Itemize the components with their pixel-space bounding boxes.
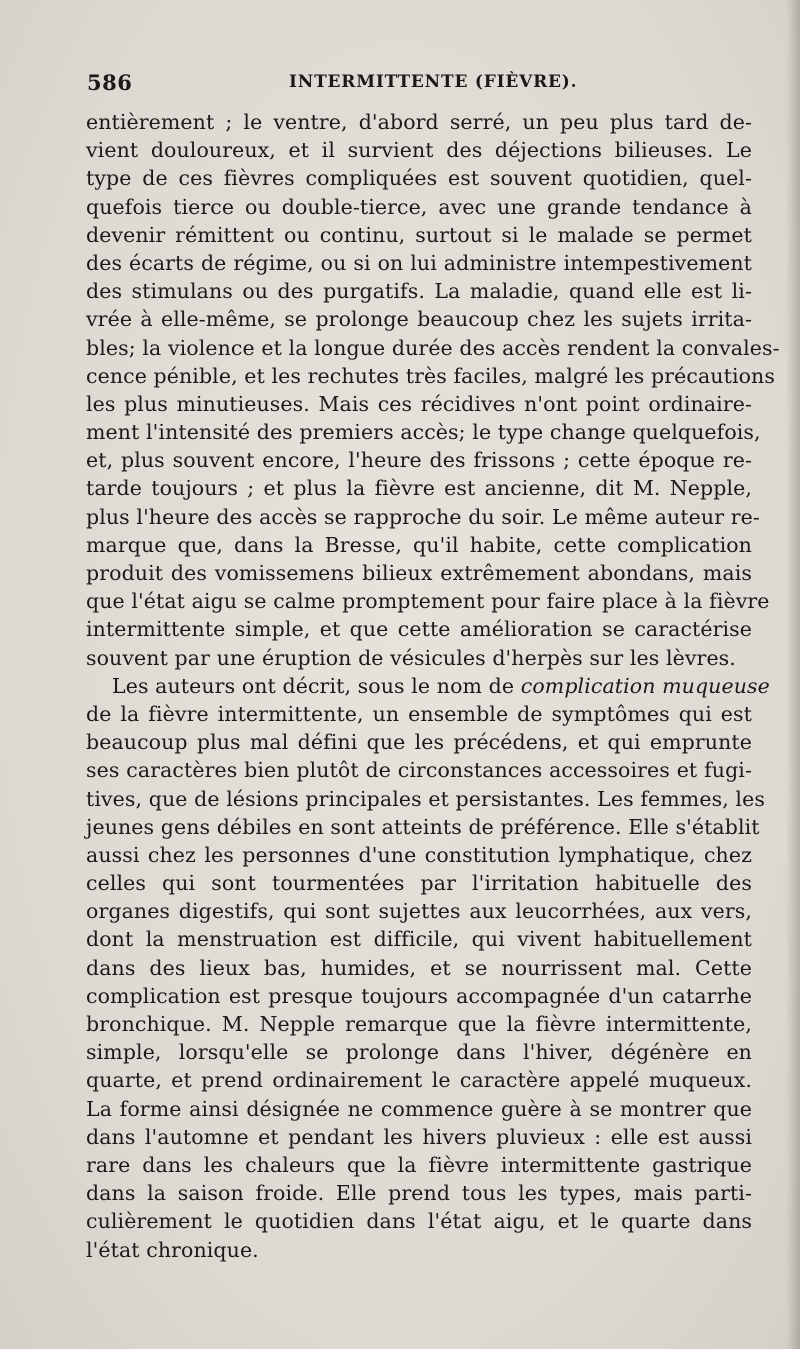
text-line: quefois tierce ou double-tierce, avec une grande tendance à	[86, 194, 752, 219]
text-line: intermittente simple, et que cette amélioration se caractérise	[86, 617, 752, 642]
text-line: La forme ainsi désignée ne commence guère à se montrer que	[86, 1096, 752, 1121]
text-line: complication est presque toujours accompagnée d'un catarrhe	[86, 983, 752, 1008]
running-title: INTERMITTENTE (FIÈVRE).	[289, 72, 578, 92]
page-header	[87, 70, 578, 104]
text-line: type de ces fièvres compliquées est souvent quotidien, quel-	[86, 166, 752, 191]
text-line: ses caractères bien plutôt de circonstances accessoires et fugi-	[86, 758, 752, 783]
text-line: des écarts de régime, ou si on lui administre intempestivement	[86, 250, 752, 275]
text-run: Les auteurs ont décrit, sous le nom de	[112, 673, 521, 698]
body-text	[86, 108, 780, 1264]
text-line: et, plus souvent encore, l'heure des frissons ; cette époque re-	[86, 448, 752, 473]
text-line: tives, que de lésions principales et persistantes. Les femmes, les	[86, 786, 765, 811]
text-line: des stimulans ou des purgatifs. La maladie, quand elle est li-	[86, 279, 752, 304]
text-line	[86, 672, 770, 700]
text-line: de la fièvre intermittente, un ensemble de symptômes qui est	[86, 701, 752, 726]
text-line: dans des lieux bas, humides, et se nourrissent mal. Cette	[86, 955, 752, 980]
text-line: simple, lorsqu'elle se prolonge dans l'hiver, dégénère en	[86, 1040, 752, 1065]
text-line: dans la saison froide. Elle prend tous les types, mais parti-	[86, 1181, 752, 1206]
text-line: l'état chronique.	[86, 1237, 259, 1262]
text-line: vient douloureux, et il survient des déjections bilieuses. Le	[86, 138, 752, 163]
text-line: les plus minutieuses. Mais ces récidives n'ont point ordinaire-	[86, 391, 752, 416]
text-line: bronchique. M. Nepple remarque que la fièvre intermittente,	[86, 1012, 752, 1036]
text-line: marque que, dans la Bresse, qu'il habite, cette complication	[86, 532, 752, 557]
text-line: cence pénible, et les rechutes très faciles, malgré les précautions	[86, 363, 775, 388]
text-line: culièrement le quotidien dans l'état aigu, et le quarte dans	[86, 1209, 752, 1234]
text-line: beaucoup plus mal défini que les précédens, et qui emprunte	[86, 730, 752, 755]
page-edge-shadow	[786, 0, 800, 1349]
paragraph-2	[86, 672, 770, 1264]
text-line: quarte, et prend ordinairement le caractère appelé muqueux.	[86, 1068, 752, 1093]
text-line: organes digestifs, qui sont sujettes aux leucorrhées, aux vers,	[86, 899, 752, 924]
text-line: entièrement ; le ventre, d'abord serré, un peu plus tard de-	[86, 110, 752, 134]
text-line: tarde toujours ; et plus la fièvre est ancienne, dit M. Nepple,	[86, 476, 752, 501]
text-line: vrée à elle-même, se prolonge beaucoup chez les sujets irrita-	[86, 307, 752, 332]
text-line: dont la menstruation est difficile, qui vivent habituellement	[86, 927, 752, 952]
text-line: que l'état aigu se calme promptement pour faire place à la fièvre	[86, 589, 770, 614]
text-line: produit des vomissemens bilieux extrêmement abondans, mais	[86, 561, 752, 585]
text-line: souvent par une éruption de vésicules d'herpès sur les lèvres.	[86, 645, 736, 670]
text-line: devenir rémittent ou continu, surtout si le malade se permet	[86, 222, 752, 247]
text-line: aussi chez les personnes d'une constitution lymphatique, chez	[86, 842, 752, 867]
italic-phrase: complication muqueuse	[520, 673, 770, 698]
text-line: plus l'heure des accès se rapproche du soir. Le même auteur re-	[86, 504, 760, 529]
text-line: rare dans les chaleurs que la fièvre intermittente gastrique	[86, 1152, 752, 1177]
text-line: bles; la violence et la longue durée des accès rendent la convales-	[86, 335, 780, 360]
text-line: dans l'automne et pendant les hivers pluvieux : elle est aussi	[86, 1124, 752, 1149]
paragraph-1	[86, 108, 780, 672]
text-line: ment l'intensité des premiers accès; le type change quelquefois,	[86, 420, 761, 445]
text-line: jeunes gens débiles en sont atteints de préférence. Elle s'établit	[86, 814, 760, 839]
text-line: celles qui sont tourmentées par l'irritation habituelle des	[86, 871, 752, 896]
page-number: 586	[87, 70, 133, 95]
